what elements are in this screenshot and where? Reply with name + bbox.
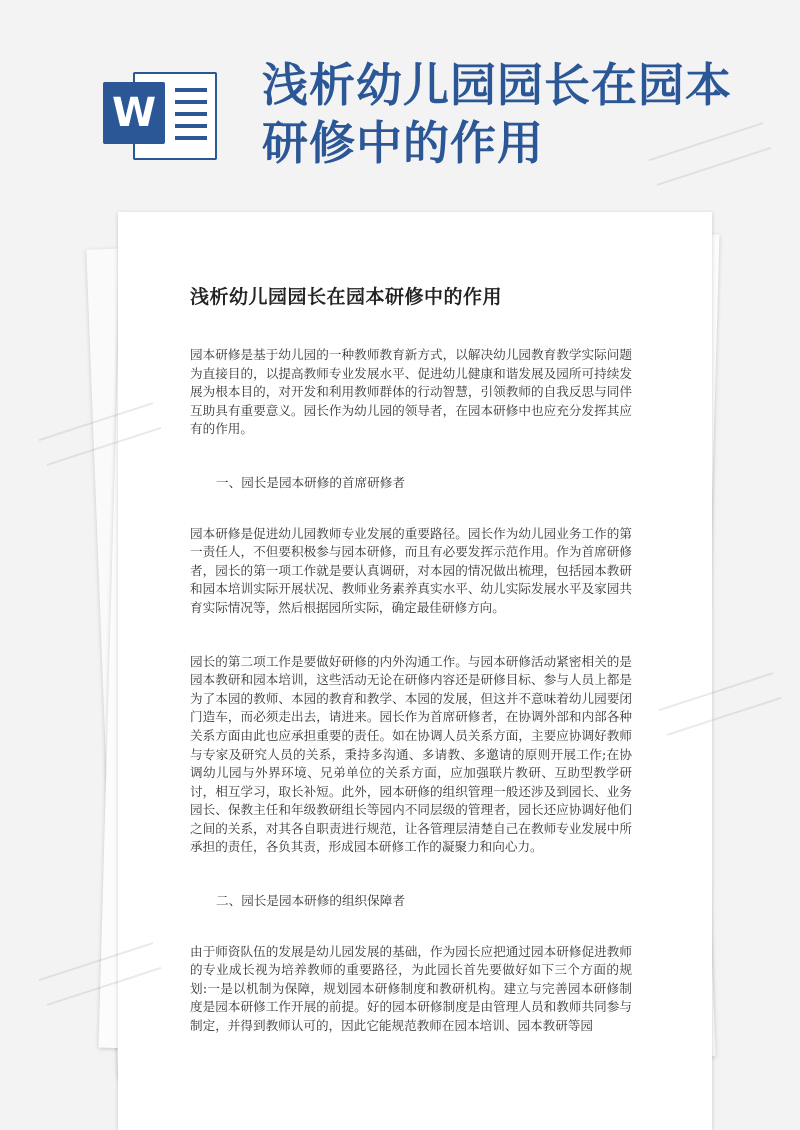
page-title: 浅析幼儿园园长在园本研修中的作用 [262, 58, 732, 170]
word-logo-letter: W [103, 82, 165, 144]
paragraph: 园本研修是促进幼儿园教师专业发展的重要路径。园长作为幼儿园业务工作的第一责任人，不但要积极参与园本研修，而且有必要发挥示范作用。作为首席研修者，园长的第一项工作就是要认真调研，对本园的情况做出梳理，包括园本教研和园本培训实际开展状况、教师业务素养真实水平、幼儿实际发展水平及家园共育实际情况等，然后根据园所实际，确定最佳研修方向。 [190, 525, 632, 615]
document-title: 浅析幼儿园园长在园本研修中的作用 [190, 286, 503, 308]
section-heading: 一、园长是园本研修的首席研修者 [216, 474, 405, 490]
paragraph: 园长的第二项工作是要做好研修的内外沟通工作。与园本研修活动紧密相关的是园本教研和园本培训，这些活动无论在研修内容还是研修目标、参与人员上都是为了本园的教师、本园的教育和教学、本园的发展，但这并不意味着幼儿园要闭门造车，而必须走出去，请进来。园长作为首席研修者，在协调外部和内部各种关系方面由此也应承担重要的责任。如在协调人员关系方面，主要应协调好教师与专家及研究人员的关系，秉持多沟通、多请教、多邀请的原则开展工作;在协调幼儿园与外界环境、兄弟单位的关系方面，应加强联片教研、互助型教学研讨，相互学习，取长补短。此外，园本研修的组织管理一般还涉及到园长、业务园长、保教主任和年级教研组长等园内不同层级的管理者，园长还应协调好他们之间的关系，对其各自职责进行规范，让各管理层清楚自己在教师专业发展中所承担的责任，各负其责，形成园本研修工作的凝聚力和向心力。 [190, 653, 632, 855]
word-document-icon [103, 68, 215, 160]
section-heading: 二、园长是园本研修的组织保障者 [216, 893, 405, 909]
paragraph: 园本研修是基于幼儿园的一种教师教育新方式，以解决幼儿园教育教学实际问题为直接目的，以提高教师专业发展水平、促进幼儿健康和谐发展及园所可持续发展为根本目的，对开发和利用教师群体的行动智慧，引领教师的自我反思与同伴互助具有重要意义。园长作为幼儿园的领导者，在园本研修中也应充分发挥其应有的作用。 [190, 347, 632, 437]
document-body [190, 346, 632, 1071]
paragraph: 由于师资队伍的发展是幼儿园发展的基础，作为园长应把通过园本研修促进教师的专业成长视为培养教师的重要路径，为此园长首先要做好如下三个方面的规划:一是以机制为保障，规划园本研修制度和教研机构。建立与完善园本研修制度是园本研修工作开展的前提。好的园本研修制度是由管理人员和教师共同参与制定，并得到教师认可的，因此它能规范教师在园本培训、园本教研等园 [190, 943, 632, 1034]
